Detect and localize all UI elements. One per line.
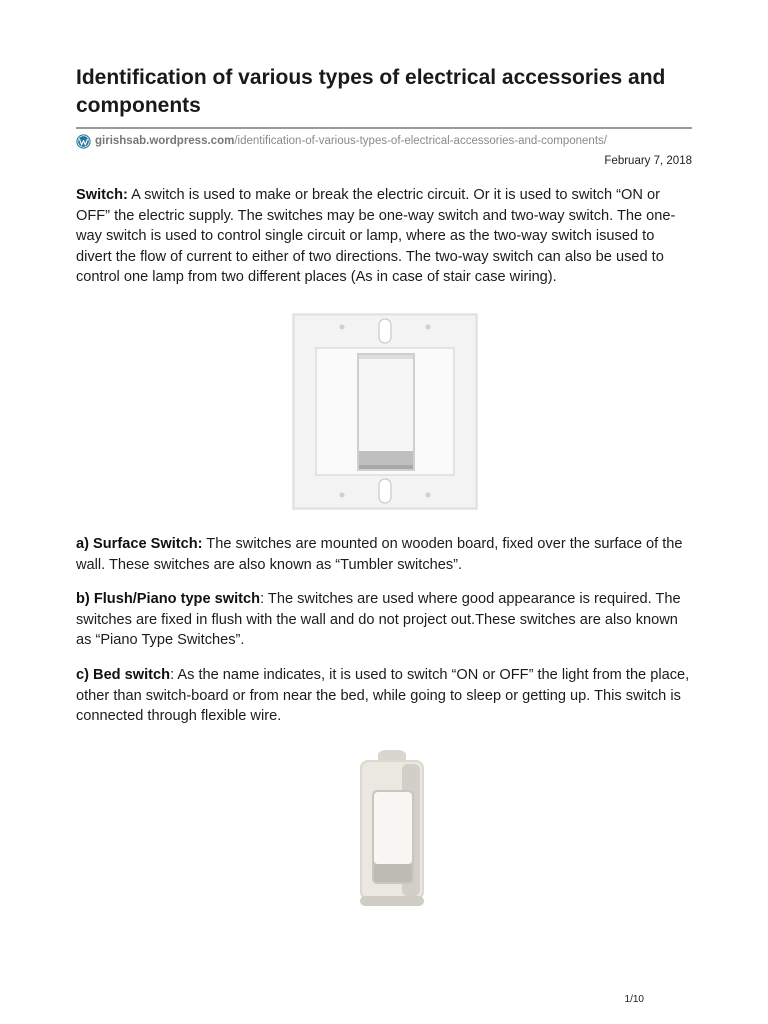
page-number: 1/10 [624,994,644,1005]
paragraph-surface-switch [76,534,692,575]
page-title: Identification of various types of electrical accessories and components [76,66,666,117]
paragraph-switch [76,185,692,288]
source-domain[interactable]: girishsab.wordpress.com [95,135,235,147]
text-surface-switch: The switches are mounted on wooden board, fixed over the surface of the wall. These switches are also known as “Tumbler switches”. [76,536,683,573]
wordpress-icon [76,134,91,149]
term-bed-switch: c) Bed switch [76,667,171,683]
term-switch: Switch: [76,187,128,203]
text-switch: A switch is used to make or break the electric circuit. Or it is used to switch “ON or OFF” the electric supply. The switches may be one-way switch and two-way switch. The one-way switch is used to control single circuit or lamp, where as the two-way switch isused to divert the flow of current to either of two directions. The two-way switch can also be used to control one lamp from two different places (As in case of stair case wiring). [76,187,676,285]
term-piano-switch: b) Flush/Piano type switch [76,591,261,607]
bed-switch-image [356,750,428,908]
term-surface-switch: a) Surface Switch: [76,536,203,552]
title-divider [76,127,692,129]
text-bed-switch: : As the name indicates, it is used to switch “ON or OFF” the light from the place, other than switch-board or from near the bed, while going to sleep or getting up. This switch is connected through flexible wire. [76,667,690,724]
paragraph-bed-switch [76,665,692,727]
text-piano-switch: : The switches are used where good appearance is required. The switches are fixed in flush with the wall and do not project out.These switches are also known as “Piano Type Switches”. [76,591,681,648]
document-page [76,0,692,1024]
post-date: February 7, 2018 [604,155,692,167]
wall-switch-image [292,313,478,510]
source-path[interactable]: /identification-of-various-types-of-electrical-accessories-and-components/ [234,135,607,147]
source-link[interactable] [76,132,607,150]
paragraph-piano-switch [76,589,692,651]
